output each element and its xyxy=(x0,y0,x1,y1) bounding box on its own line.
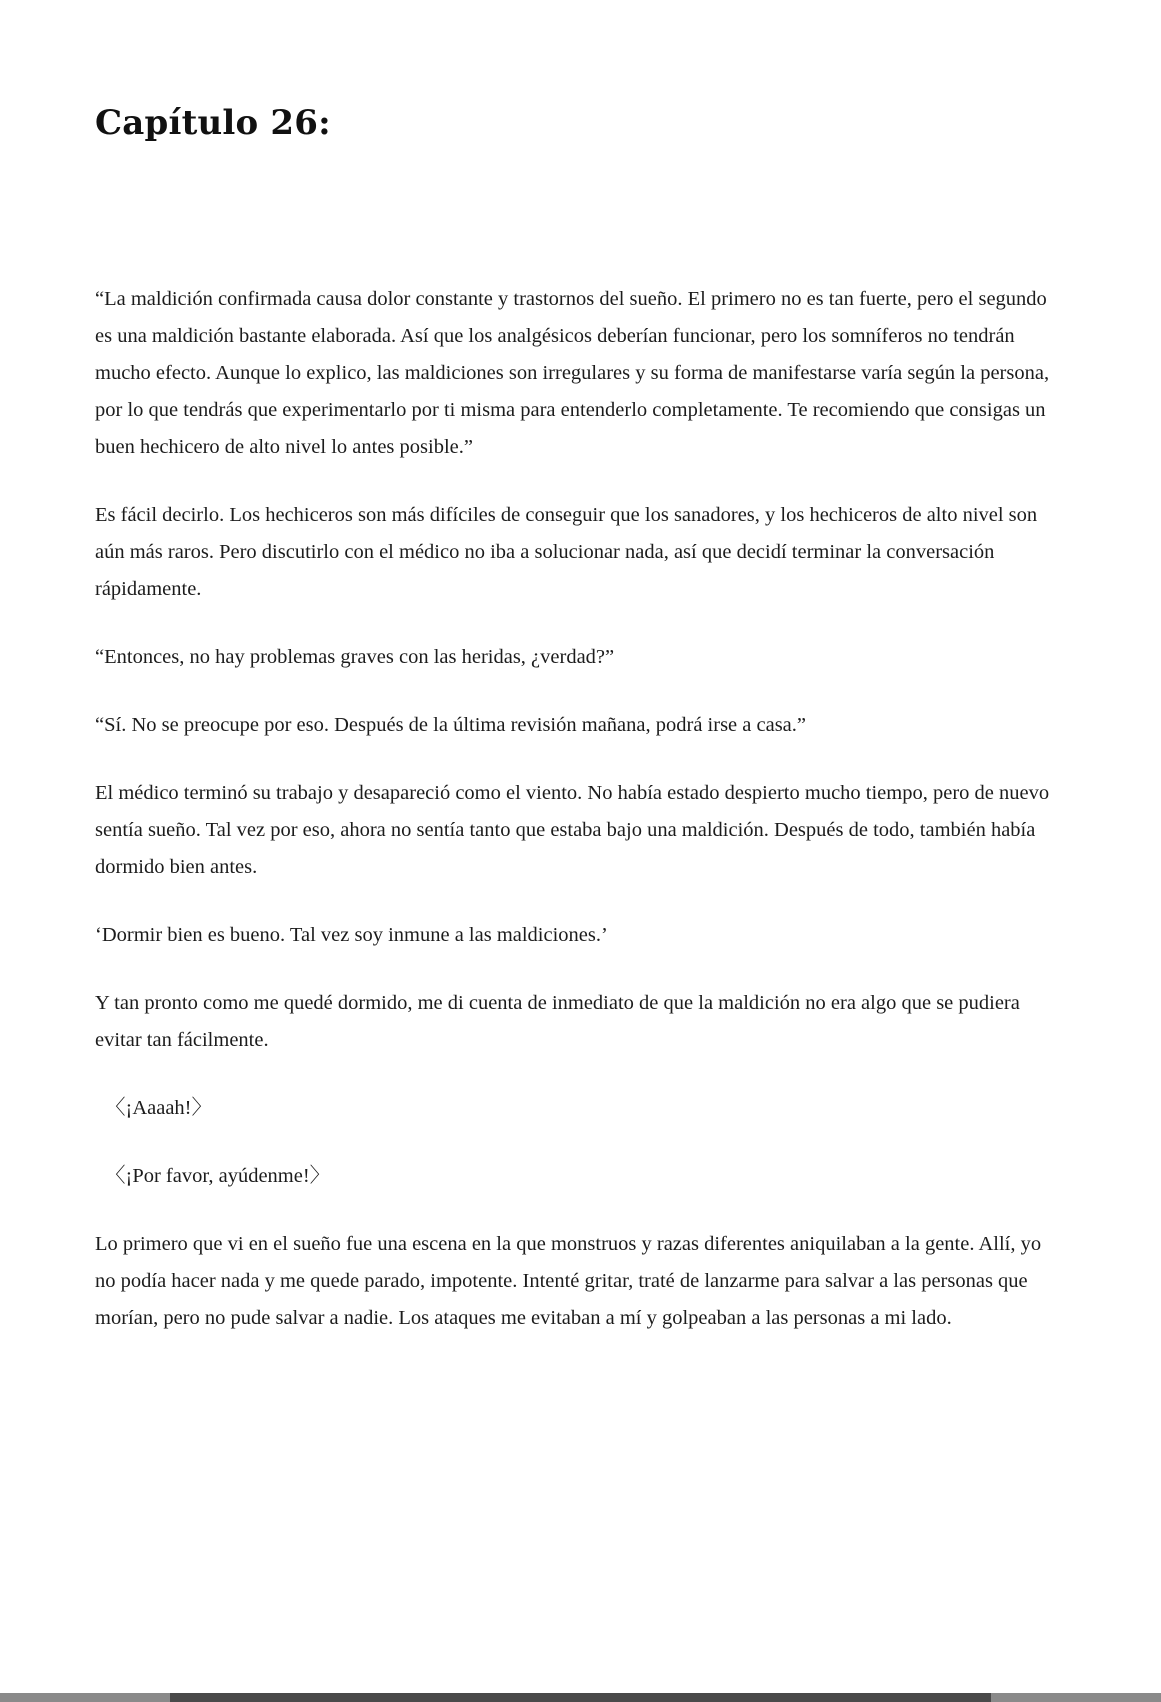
paragraph: Es fácil decirlo. Los hechiceros son más difíciles de conseguir que los sanadores, y los hechiceros de alto nivel son aún más raros. Pero discutirlo con el médico no iba a solucionar nada, así que decidí terminar la conversación rápidamente. xyxy=(95,504,1038,600)
paragraph: “Entonces, no hay problemas graves con las heridas, ¿verdad?” xyxy=(95,646,615,668)
paragraph-shout: 〈¡Por favor, ayúdenme!〉 xyxy=(105,1165,331,1187)
paragraph: “La maldición confirmada causa dolor constante y trastornos del sueño. El primero no es tan fuerte, pero el segundo es una maldición bastante elaborada. Así que los analgésicos deberían funcionar, pero los somníferos no tendrán mucho efecto. Aunque lo explico, las maldiciones son irregulares y su forma de manifestarse varía según la persona, por lo que tendrás que experimentarlo por ti misma para entenderlo completamente. Te recomiendo que consigas un buen hechicero de alto nivel lo antes posible.” xyxy=(95,288,1050,458)
footer-bar-left-segment xyxy=(0,1693,170,1702)
paragraph: El médico terminó su trabajo y desapareció como el viento. No había estado despierto mucho tiempo, pero de nuevo sentía sueño. Tal vez por eso, ahora no sentía tanto que estaba bajo una maldición. Después de todo, también había dormido bien antes. xyxy=(95,782,1050,878)
chapter-body xyxy=(95,281,1066,1337)
paragraph: ‘Dormir bien es bueno. Tal vez soy inmune a las maldiciones.’ xyxy=(95,924,608,946)
chapter-title: Capítulo 26: xyxy=(95,103,331,143)
paragraph: Lo primero que vi en el sueño fue una escena en la que monstruos y razas diferentes aniquilaban a la gente. Allí, yo no podía hacer nada y me quede parado, impotente. Intenté gritar, traté de lanzarme para salvar a las personas que morían, pero no pude salvar a nadie. Los ataques me evitaban a mí y golpeaban a las personas a mi lado. xyxy=(95,1233,1042,1329)
footer-bar-right-segment xyxy=(991,1693,1161,1702)
footer-bar xyxy=(0,1693,1161,1702)
paragraph-shout: 〈¡Aaaah!〉 xyxy=(105,1097,213,1119)
paragraph: Y tan pronto como me quedé dormido, me di cuenta de inmediato de que la maldición no era algo que se pudiera evitar tan fácilmente. xyxy=(95,992,1020,1051)
paragraph: “Sí. No se preocupe por eso. Después de la última revisión mañana, podrá irse a casa.” xyxy=(95,714,806,736)
